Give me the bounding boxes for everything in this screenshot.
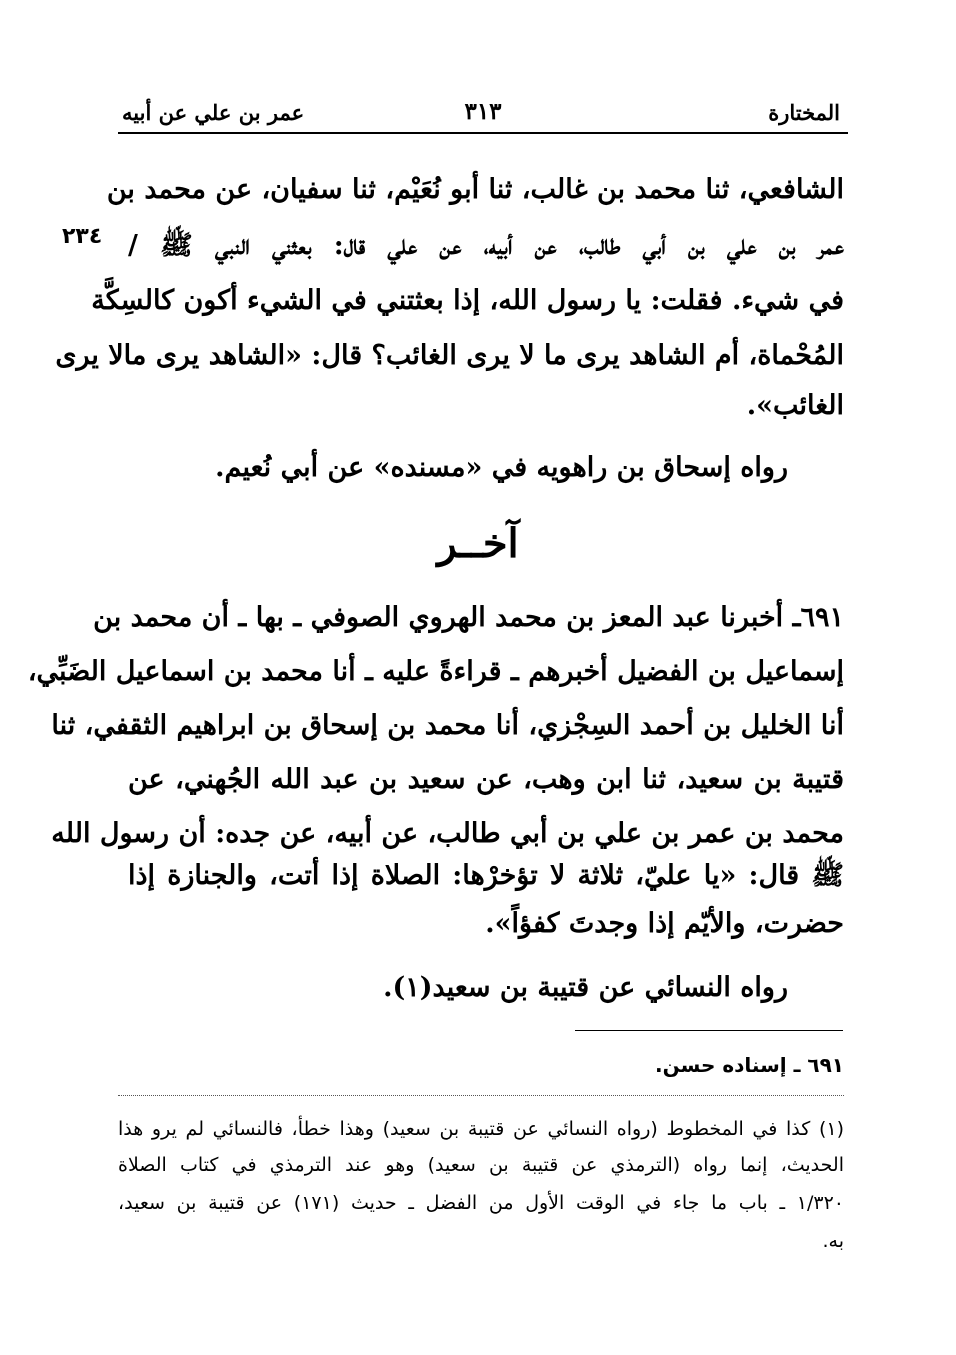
text-line: ٦٩١ـ أخبرنا عبد المعز بن محمد الهروي الصوفي ـ بها ـ أن محمد بن (93, 602, 844, 633)
text-line: أنا الخليل بن أحمد السِجْزي، أنا محمد بن إسحاق بن ابراهيم الثقفي، ثنا (51, 710, 844, 741)
footnote-line: ١/٣٢٠ ـ باب ما جاء في الوقت الأول من الفضل ـ حديث (١٧١) عن قتيبة بن سعيد، (118, 1192, 844, 1214)
text-line: قتيبة بن سعيد، ثنا ابن وهب، عن سعيد بن عبد الله الجُهني، عن (128, 764, 844, 795)
section-heading: آخــر (437, 520, 519, 567)
text-line: في شيء. فقلت: يا رسول الله، إذا بعثتني في الشيء أكون كالسِكَّة (91, 285, 844, 316)
header-section-title: المختارة (768, 100, 840, 125)
footnote-line: (١) كذا في المخطوط (رواه النسائي عن قتيبة بن سعيد) وهذا خطأ، فالنسائي لم يرو هذا (118, 1118, 844, 1140)
text-line: ﷺ قال: «يا عليّ، ثلاثة لا تؤخرْها: الصلاة إذا أتت، والجنازة إذا (128, 860, 844, 891)
text-line: المُحْماة، أم الشاهد يرى ما لا يرى الغائب؟ قال: «الشاهد يرى مالا يرى (55, 340, 844, 371)
page-number: ٣١٣ (464, 98, 502, 125)
grading-note: ٦٩١ ـ إسناده حسن. (655, 1053, 844, 1077)
hadith-source-note: رواه إسحاق بن راهويه في «مسنده» عن أبي نُعيم. (215, 452, 788, 483)
footnote-line: الحديث، إنما رواه (الترمذي عن قتيبة بن سعيد) وهو عند الترمذي في كتاب الصلاة (118, 1154, 844, 1176)
manuscript-folio-number: ٢٣٤ (62, 224, 103, 249)
hadith-source-note: رواه النسائي عن قتيبة بن سعيد(١). (383, 972, 788, 1003)
text-line: إسماعيل بن الفضيل أخبرهم ـ قراءةً عليه ـ أنا محمد بن اسماعيل الضَبِّي، (27, 656, 844, 687)
text-line: الشافعي، ثنا محمد بن غالب، ثنا أبو نُعَيْم، ثنا سفيان، عن محمد بن (106, 174, 844, 205)
header-chapter-title: عمر بن علي عن أبيه (122, 100, 305, 125)
text-line: عمر بن علي بن أبي طالب، عن أبيه، عن علي قال: بعثني النبي ﷺ / (128, 230, 844, 261)
text-line: محمد بن عمر بن علي بن أبي طالب، عن أبيه، عن جده: أن رسول الله (51, 818, 844, 849)
footnote-line: به. (822, 1230, 844, 1252)
running-header (118, 96, 848, 134)
text-line: حضرت، والأيّم إذا وجدتَ كفؤاً». (485, 908, 844, 939)
text-line: الغائب». (746, 390, 844, 421)
footnote-separator (575, 1030, 843, 1031)
dotted-divider (118, 1095, 844, 1096)
